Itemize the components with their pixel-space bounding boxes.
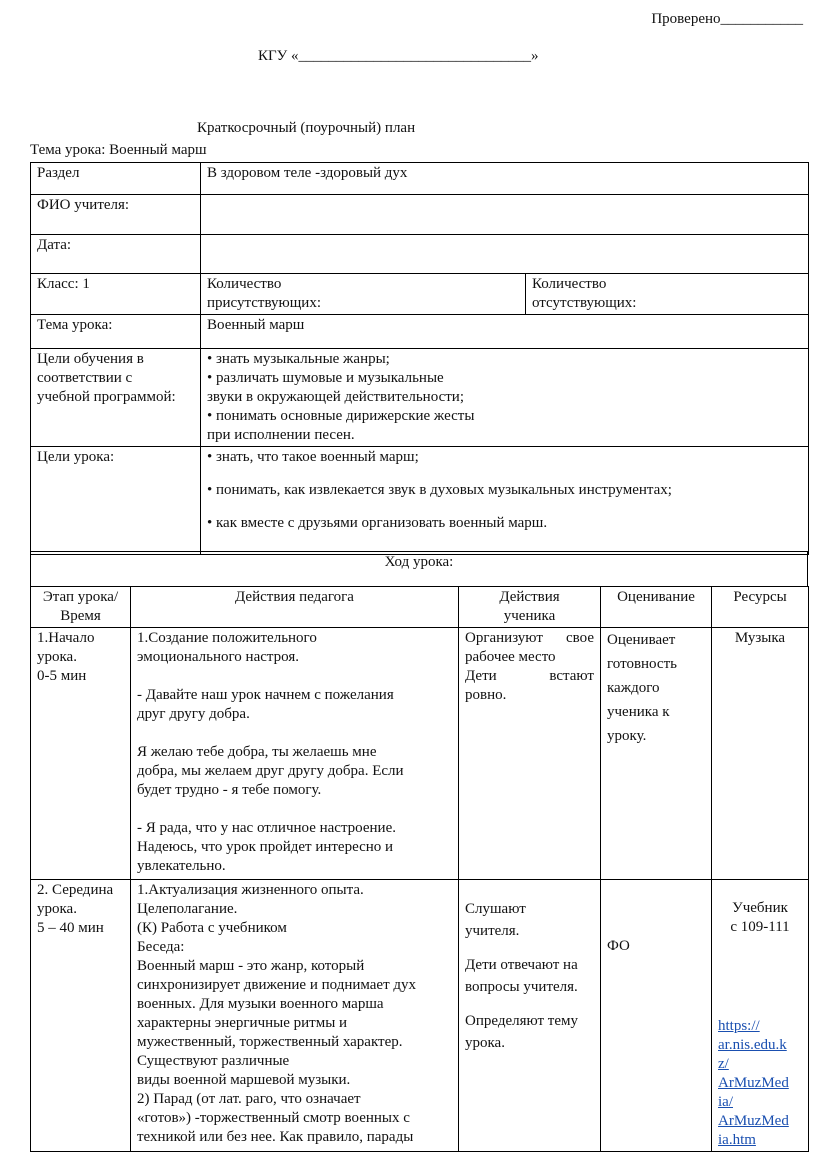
- student-line: урока.: [465, 1035, 505, 1051]
- student-line: Дети отвечают на: [465, 957, 578, 973]
- teacher-line: эмоционального настроя.: [137, 649, 299, 665]
- topic-label: Тема урока:: [31, 315, 201, 349]
- link-line[interactable]: ia/: [718, 1094, 733, 1110]
- date-label: Дата:: [31, 235, 201, 274]
- stage-line: урока.: [37, 649, 77, 665]
- teacher-line: характерны энергичные ритмы и: [137, 1015, 348, 1031]
- topic-value: Военный марш: [201, 315, 809, 349]
- resources-middle: [712, 880, 809, 1152]
- stage-line: 0-5 мин: [37, 668, 87, 684]
- teacher-line: Существуют различные: [137, 1053, 290, 1069]
- link-line[interactable]: ArMuzMed: [718, 1075, 789, 1091]
- col-student-line: ученика: [503, 608, 556, 624]
- link-line[interactable]: ArMuzMed: [718, 1113, 789, 1129]
- class-label: Класс: 1: [31, 274, 201, 315]
- lesson-goal: • знать, что такое военный марш;: [207, 449, 419, 465]
- student-line: Организуют: [465, 630, 543, 646]
- teacher-line: Я желаю тебе добра, ты желаешь мне: [137, 744, 377, 760]
- teacher-line: (К) Работа с учебником: [137, 920, 287, 936]
- goals-label-line: учебной программой:: [37, 389, 176, 405]
- lesson-goals-label: Цели урока:: [31, 447, 201, 555]
- student-line: Определяют тему: [465, 1013, 579, 1029]
- assessment-line: готовность: [607, 656, 677, 672]
- class-row: [31, 274, 809, 315]
- teacher-line: друг другу добра.: [137, 706, 250, 722]
- col-student: [459, 587, 601, 628]
- progress-title: Ход урока:: [31, 552, 808, 587]
- topic-row: [31, 315, 809, 349]
- assessment-line: уроку.: [607, 728, 647, 744]
- teacher-line: мужественный, торжественный характер.: [137, 1034, 403, 1050]
- col-stage-line: Время: [60, 608, 101, 624]
- teacher-line: - Давайте наш урок начнем с пожелания: [137, 687, 394, 703]
- teacher-line: - Я рада, что у нас отличное настроение.: [137, 820, 396, 836]
- present-label-1: Количество: [207, 276, 282, 292]
- teacher-line: добра, мы желаем друг другу добра. Если: [137, 763, 404, 779]
- goal-line: • различать шумовые и музыкальные: [207, 370, 444, 386]
- link-line[interactable]: ia.htm: [718, 1132, 756, 1148]
- teacher-line: Беседа:: [137, 939, 185, 955]
- assessment-line: Оценивает: [607, 632, 676, 648]
- teacher-line: Военный марш - это жанр, который: [137, 958, 365, 974]
- col-student-line: Действия: [499, 589, 560, 605]
- teacher-actions-middle: [131, 880, 459, 1152]
- goal-line: звуки в окружающей действительности;: [207, 389, 464, 405]
- section-row: [31, 163, 809, 195]
- stage-line: 2. Середина: [37, 882, 114, 898]
- present-label-2: присутствующих:: [207, 295, 321, 311]
- goal-line: • понимать основные дирижерские жесты: [207, 408, 475, 424]
- teacher-line: будет трудно - я тебе помогу.: [137, 782, 322, 798]
- teacher-line: синхронизирует движение и поднимает дух: [137, 977, 417, 993]
- assessment-middle: ФО: [601, 880, 712, 1152]
- teacher-line: 2) Парад (от лат. раго, что означает: [137, 1091, 361, 1107]
- teacher-line: Надеюсь, что урок пройдет интересно и: [137, 839, 394, 855]
- school-name-line: КГУ «_______________________________»: [258, 48, 539, 64]
- textbook-line: Учебник: [732, 900, 788, 916]
- stage-start: [31, 628, 131, 880]
- teacher-actions-start: [131, 628, 459, 880]
- student-actions-start: [459, 628, 601, 880]
- goals-row: [31, 349, 809, 447]
- student-line: свое: [566, 630, 594, 646]
- link-line[interactable]: ar.nis.edu.k: [718, 1037, 787, 1053]
- stage-middle: [31, 880, 131, 1152]
- checked-signature-line: Проверено___________: [651, 11, 803, 27]
- goal-line: • знать музыкальные жанры;: [207, 351, 390, 367]
- date-value: [201, 235, 809, 274]
- col-stage: [31, 587, 131, 628]
- student-line: встают: [549, 668, 594, 684]
- lesson-goal: • как вместе с друзьями организовать военный марш.: [207, 515, 548, 531]
- col-stage-line: Этап урока/: [42, 589, 119, 605]
- student-line: Дети: [465, 668, 497, 684]
- absent-label-1: Количество: [532, 276, 607, 292]
- info-table: [30, 162, 809, 555]
- section-label: Раздел: [31, 163, 201, 195]
- lesson-goal: • понимать, как извлекается звук в духовых музыкальных инструментах;: [207, 482, 672, 498]
- student-line: рабочее место: [465, 649, 556, 665]
- date-row: [31, 235, 809, 274]
- teacher-value: [201, 195, 809, 235]
- textbook-line: с 109-111: [730, 919, 790, 935]
- resources-start: Музыка: [712, 628, 809, 880]
- goals-list: [201, 349, 809, 447]
- student-line: ровно.: [465, 687, 507, 703]
- student-line: Слушают: [465, 901, 526, 917]
- col-resources: Ресурсы: [712, 587, 809, 628]
- resource-link[interactable]: [718, 1017, 802, 1150]
- col-teacher: Действия педагога: [131, 587, 459, 628]
- teacher-line: 1.Актуализация жизненного опыта.: [137, 882, 364, 898]
- lesson-row-middle: [31, 880, 809, 1152]
- teacher-row: [31, 195, 809, 235]
- lesson-goals-list: [201, 447, 809, 555]
- topic-line: Тема урока: Военный марш: [30, 142, 207, 158]
- goals-label-line: Цели обучения в: [37, 351, 144, 367]
- lesson-goals-row: [31, 447, 809, 555]
- teacher-line: 1.Создание положительного: [137, 630, 317, 646]
- col-assessment: Оценивание: [601, 587, 712, 628]
- lesson-header-row: [31, 587, 809, 628]
- plan-title: Краткосрочный (поурочный) план: [197, 120, 416, 136]
- student-line: вопросы учителя.: [465, 979, 578, 995]
- assessment-line: каждого: [607, 680, 660, 696]
- stage-line: 5 – 40 мин: [37, 920, 104, 936]
- link-line[interactable]: z/: [718, 1056, 729, 1072]
- assessment-start: [601, 628, 712, 880]
- assessment-line: ученика к: [607, 704, 670, 720]
- goal-line: при исполнении песен.: [207, 427, 355, 443]
- absent-count: [526, 274, 809, 315]
- goals-label-line: соответствии с: [37, 370, 133, 386]
- absent-label-2: отсутствующих:: [532, 295, 637, 311]
- lesson-row-start: [31, 628, 809, 880]
- stage-line: 1.Начало: [37, 630, 95, 646]
- section-value: В здоровом теле -здоровый дух: [201, 163, 809, 195]
- student-actions-middle: [459, 880, 601, 1152]
- teacher-line: виды военной маршевой музыки.: [137, 1072, 351, 1088]
- present-count: [201, 274, 526, 315]
- teacher-line: «готов») -торжественный смотр военных с: [137, 1110, 410, 1126]
- student-line: учителя.: [465, 923, 520, 939]
- teacher-label: ФИО учителя:: [31, 195, 201, 235]
- progress-header-table: [30, 551, 808, 587]
- lesson-table: [30, 586, 809, 1152]
- link-line[interactable]: https://: [718, 1018, 760, 1034]
- teacher-line: техникой или без нее. Как правило, парады: [137, 1129, 414, 1145]
- teacher-line: увлекательно.: [137, 858, 226, 874]
- stage-line: урока.: [37, 901, 77, 917]
- teacher-line: Целеполагание.: [137, 901, 238, 917]
- teacher-line: военных. Для музыки военного марша: [137, 996, 384, 1012]
- goals-label: [31, 349, 201, 447]
